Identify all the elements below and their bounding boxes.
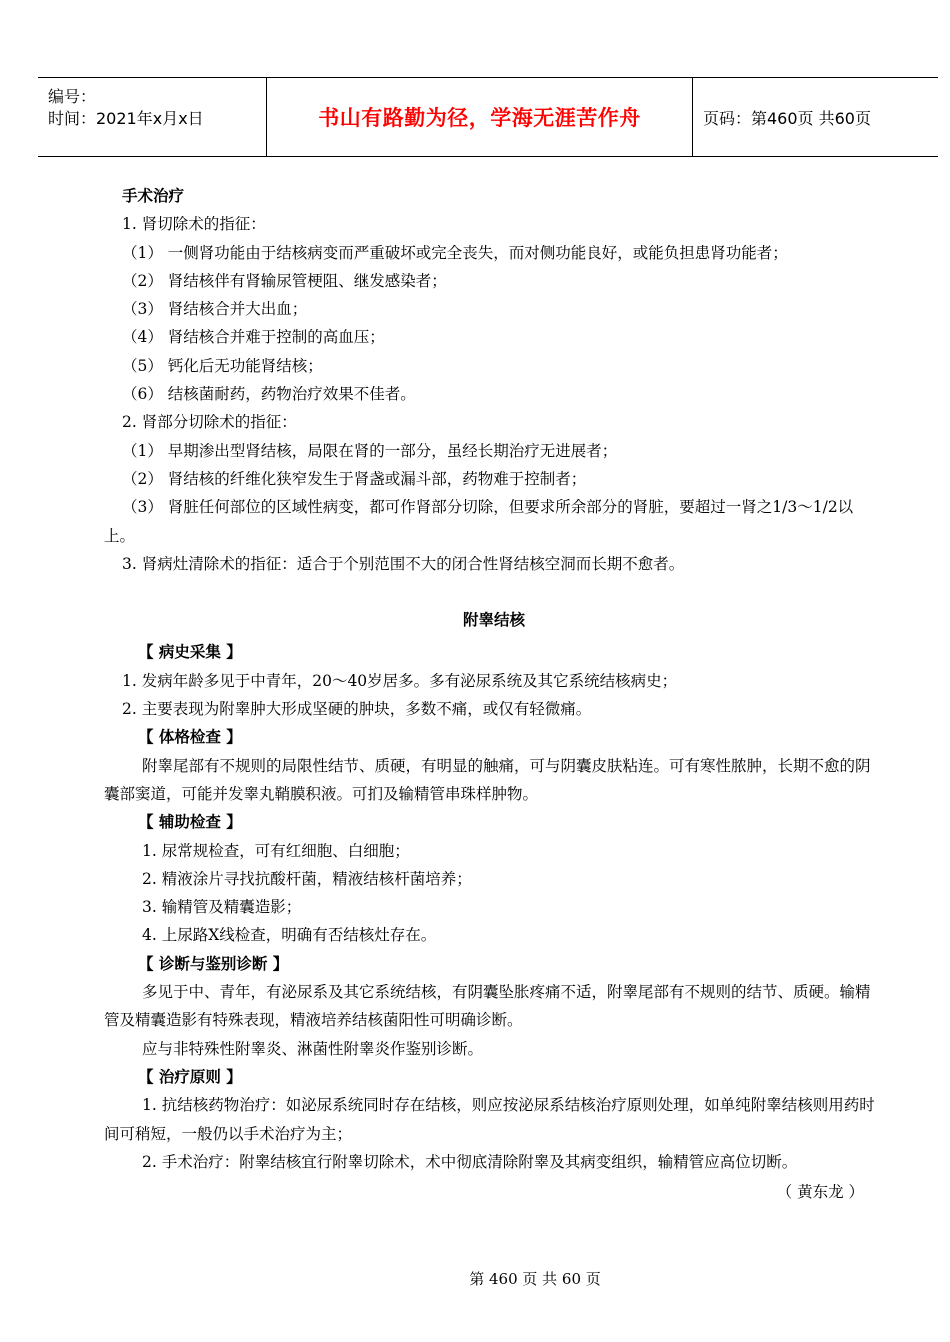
list-item: 3. 输精管及精囊造影； <box>142 898 302 917</box>
partial-nephrectomy-indications: 2. 肾部分切除术的指征： <box>122 413 297 432</box>
exam-text: 附睾尾部有不规则的局限性结节、质硬，有明显的触痛，可与阴囊皮肤粘连。可有寒性脓肿，长期不愈的阴囊部窦道，可能并发睾丸鞘膜积液。可扪及输精管串珠样肿物。 <box>104 756 871 803</box>
document-body <box>104 182 884 1206</box>
list-item: 2. 主要表现为附睾肿大形成坚硬的肿块，多数不痛，或仅有轻微痛。 <box>122 700 592 719</box>
diagnosis-text: 多见于中、青年，有泌尿系及其它系统结核，有阴囊坠胀疼痛不适，附睾尾部有不规则的结节、质硬。输精管及精囊造影有特殊表现，精液培养结核菌阳性可明确诊断。 <box>104 983 871 1030</box>
author-signature: （ 黄东龙 ） <box>776 1183 864 1202</box>
list-item: 1. 尿常规检查，可有红细胞、白细胞； <box>142 841 410 860</box>
history-heading: 【 病史采集 】 <box>138 643 242 662</box>
nephrectomy-indications: 1. 肾切除术的指征： <box>122 215 266 234</box>
header-left-cell <box>38 78 267 156</box>
aux-heading: 【 辅助检查 】 <box>138 813 242 832</box>
list-item: （3） 肾脏任何部位的区域性病变，都可作肾部分切除，但要求所余部分的肾脏，要超过一肾之1/3～1/2以上。 <box>104 498 854 545</box>
number-label: 编号： <box>48 87 97 106</box>
list-item: （3） 肾结核合并大出血； <box>122 300 308 319</box>
section-title-surgery: 手术治疗 <box>122 187 185 205</box>
list-item: 2. 手术治疗：附睾结核宜行附睾切除术，术中彻底清除附睾及其病变组织，输精管应高位切断。 <box>142 1152 798 1171</box>
list-item: （5） 钙化后无功能肾结核； <box>122 356 323 375</box>
list-item: 1. 抗结核药物治疗：如泌尿系统同时存在结核，则应按泌尿系结核治疗原则处理，如单纯附睾结核则用药时间可稍短，一般仍以手术治疗为主； <box>104 1096 875 1143</box>
list-item: （2） 肾结核伴有肾输尿管梗阻、继发感染者； <box>122 271 447 290</box>
header-motto-cell <box>267 78 693 156</box>
list-item: （1） 一侧肾功能由于结核病变而严重破坏或完全丧失，而对侧功能良好，或能负担患肾功能者； <box>122 243 788 262</box>
list-item: 1. 发病年龄多见于中青年，20～40岁居多。多有泌尿系统及其它系统结核病史； <box>122 671 678 690</box>
list-item: （6） 结核菌耐药，药物治疗效果不佳者。 <box>122 385 416 404</box>
header-page-info: 页码：第460页 共60页 <box>703 108 871 128</box>
exam-heading: 【 体格检查 】 <box>138 728 242 747</box>
list-item: （4） 肾结核合并难于控制的高血压； <box>122 328 385 347</box>
list-item: （1） 早期渗出型肾结核，局限在肾的一部分，虽经长期治疗无进展者； <box>122 441 618 460</box>
list-item: （2） 肾结核的纤维化狭窄发生于肾盏或漏斗部，药物难于控制者； <box>122 469 587 488</box>
list-item: 4. 上尿路X线检查，明确有否结核灶存在。 <box>142 926 437 945</box>
time-label: 时间：2021年x月x日 <box>48 109 204 128</box>
list-item: 2. 精液涂片寻找抗酸杆菌，精液结核杆菌培养； <box>142 869 472 888</box>
differential-text: 应与非特殊性附睾炎、淋菌性附睾炎作鉴别诊断。 <box>142 1039 484 1058</box>
page-footer: 第 460 页 共 60 页 <box>469 1270 601 1288</box>
page-header <box>38 77 938 157</box>
treatment-heading: 【 治疗原则 】 <box>138 1067 242 1086</box>
diagnosis-heading: 【 诊断与鉴别诊断 】 <box>138 954 289 973</box>
section-title-epididymal-tb: 附睾结核 <box>462 611 525 630</box>
lesion-clearance-indications: 3. 肾病灶清除术的指征：适合于个别范围不大的闭合性肾结核空洞而长期不愈者。 <box>122 554 685 573</box>
header-motto: 书山有路勤为径，学海无涯苦作舟 <box>318 106 641 130</box>
